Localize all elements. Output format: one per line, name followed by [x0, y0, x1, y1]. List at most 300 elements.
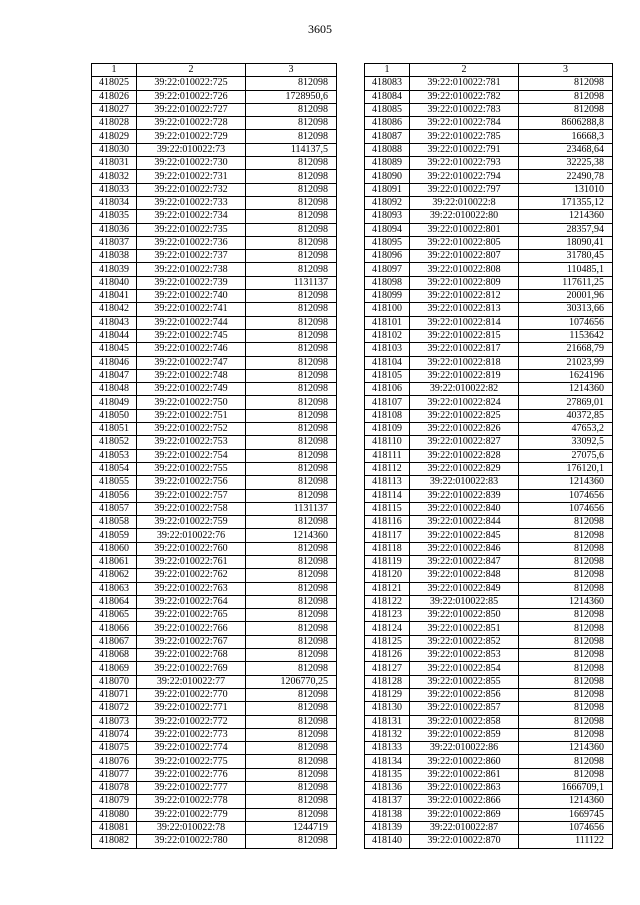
row-number-cell: 418082 [92, 835, 137, 848]
cadastral-number-cell: 39:22:010022:769 [137, 662, 246, 675]
cadastral-number-cell: 39:22:010022:729 [137, 130, 246, 143]
row-number-cell: 418081 [92, 821, 137, 834]
value-cell: 812098 [246, 742, 337, 755]
value-cell: 812098 [246, 170, 337, 183]
cadastral-number-cell: 39:22:010022:757 [137, 489, 246, 502]
table-row [92, 808, 337, 821]
table-row [92, 329, 337, 342]
cadastral-number-cell: 39:22:010022:853 [410, 649, 519, 662]
cadastral-number-cell: 39:22:010022:840 [410, 502, 519, 515]
row-number-cell: 418092 [365, 196, 410, 209]
cadastral-number-cell: 39:22:010022:768 [137, 649, 246, 662]
value-cell: 1214360 [519, 210, 613, 223]
value-cell: 171355,12 [519, 196, 613, 209]
table-row [92, 369, 337, 382]
table-row [92, 356, 337, 369]
table-row [365, 821, 613, 834]
row-number-cell: 418035 [92, 210, 137, 223]
value-cell: 812098 [246, 343, 337, 356]
value-cell: 812098 [246, 542, 337, 555]
cadastral-number-cell: 39:22:010022:733 [137, 196, 246, 209]
row-number-cell: 418075 [92, 742, 137, 755]
cadastral-number-cell: 39:22:010022:77 [137, 675, 246, 688]
table-row [92, 117, 337, 130]
value-cell: 812098 [246, 383, 337, 396]
table-row [365, 462, 613, 475]
cadastral-number-cell: 39:22:010022:727 [137, 103, 246, 116]
row-number-cell: 418027 [92, 103, 137, 116]
table-row [365, 449, 613, 462]
table-row [365, 157, 613, 170]
value-cell: 32225,38 [519, 157, 613, 170]
value-cell: 812098 [519, 609, 613, 622]
table-row [365, 103, 613, 116]
row-number-cell: 418034 [92, 196, 137, 209]
value-cell: 812098 [519, 662, 613, 675]
value-cell: 1214360 [519, 795, 613, 808]
cadastral-number-cell: 39:22:010022:737 [137, 250, 246, 263]
cadastral-number-cell: 39:22:010022:845 [410, 529, 519, 542]
cadastral-number-cell: 39:22:010022:728 [137, 117, 246, 130]
cadastral-number-cell: 39:22:010022:814 [410, 316, 519, 329]
table-row [92, 462, 337, 475]
table-row [92, 196, 337, 209]
value-cell: 812098 [246, 688, 337, 701]
cadastral-number-cell: 39:22:010022:758 [137, 502, 246, 515]
cadastral-number-cell: 39:22:010022:783 [410, 103, 519, 116]
row-number-cell: 418037 [92, 236, 137, 249]
cadastral-number-cell: 39:22:010022:73 [137, 143, 246, 156]
row-number-cell: 418097 [365, 263, 410, 276]
table-row [365, 356, 613, 369]
row-number-cell: 418133 [365, 742, 410, 755]
cadastral-number-cell: 39:22:010022:755 [137, 462, 246, 475]
table-row [365, 117, 613, 130]
cadastral-number-cell: 39:22:010022:752 [137, 423, 246, 436]
value-cell: 812098 [246, 595, 337, 608]
value-cell: 1074656 [519, 489, 613, 502]
table-row [92, 489, 337, 502]
table-row [365, 250, 613, 263]
page-number: 3605 [308, 22, 332, 36]
row-number-cell: 418100 [365, 303, 410, 316]
cadastral-number-cell: 39:22:010022:764 [137, 595, 246, 608]
value-cell: 812098 [519, 768, 613, 781]
value-cell: 812098 [246, 516, 337, 529]
cadastral-number-cell: 39:22:010022:785 [410, 130, 519, 143]
row-number-cell: 418055 [92, 476, 137, 489]
value-cell: 8606288,8 [519, 117, 613, 130]
table-row [92, 250, 337, 263]
value-cell: 1244719 [246, 821, 337, 834]
cadastral-number-cell: 39:22:010022:780 [137, 835, 246, 848]
data-table-right [364, 63, 613, 849]
table-row [365, 649, 613, 662]
table-row [92, 795, 337, 808]
table-row [92, 276, 337, 289]
row-number-cell: 418057 [92, 502, 137, 515]
cadastral-number-cell: 39:22:010022:76 [137, 529, 246, 542]
row-number-cell: 418102 [365, 329, 410, 342]
value-cell: 131010 [519, 183, 613, 196]
cadastral-number-cell: 39:22:010022:734 [137, 210, 246, 223]
cadastral-number-cell: 39:22:010022:828 [410, 449, 519, 462]
row-number-cell: 418078 [92, 782, 137, 795]
column-header: 1 [365, 64, 410, 77]
row-number-cell: 418049 [92, 396, 137, 409]
value-cell: 1074656 [519, 316, 613, 329]
table-body-right [365, 64, 613, 849]
value-cell: 40372,85 [519, 409, 613, 422]
row-number-cell: 418108 [365, 409, 410, 422]
value-cell: 812098 [246, 183, 337, 196]
table-row [365, 662, 613, 675]
value-cell: 1074656 [519, 821, 613, 834]
row-number-cell: 418041 [92, 290, 137, 303]
value-cell: 176120,1 [519, 462, 613, 475]
value-cell: 812098 [246, 356, 337, 369]
table-row [365, 516, 613, 529]
row-number-cell: 418125 [365, 635, 410, 648]
row-number-cell: 418098 [365, 276, 410, 289]
table-row [92, 183, 337, 196]
cadastral-number-cell: 39:22:010022:781 [410, 77, 519, 90]
table-row [92, 688, 337, 701]
cadastral-number-cell: 39:22:010022:747 [137, 356, 246, 369]
cadastral-number-cell: 39:22:010022:748 [137, 369, 246, 382]
cadastral-number-cell: 39:22:010022:759 [137, 516, 246, 529]
row-number-cell: 418104 [365, 356, 410, 369]
table-row [365, 808, 613, 821]
row-number-cell: 418070 [92, 675, 137, 688]
value-cell: 30313,66 [519, 303, 613, 316]
table-row [92, 582, 337, 595]
value-cell: 27869,01 [519, 396, 613, 409]
table-row [365, 369, 613, 382]
row-number-cell: 418073 [92, 715, 137, 728]
table-row [365, 170, 613, 183]
table-row [365, 755, 613, 768]
cadastral-number-cell: 39:22:010022:761 [137, 555, 246, 568]
row-number-cell: 418126 [365, 649, 410, 662]
cadastral-number-cell: 39:22:010022:807 [410, 250, 519, 263]
value-cell: 812098 [246, 236, 337, 249]
row-number-cell: 418053 [92, 449, 137, 462]
value-cell: 812098 [519, 728, 613, 741]
column-header: 1 [92, 64, 137, 77]
cadastral-number-cell: 39:22:010022:83 [410, 476, 519, 489]
table-row [365, 143, 613, 156]
value-cell: 1074656 [519, 502, 613, 515]
value-cell: 1214360 [246, 529, 337, 542]
value-cell: 812098 [519, 516, 613, 529]
row-number-cell: 418062 [92, 569, 137, 582]
table-row [365, 316, 613, 329]
row-number-cell: 418031 [92, 157, 137, 170]
cadastral-number-cell: 39:22:010022:829 [410, 462, 519, 475]
value-cell: 1214360 [519, 595, 613, 608]
cadastral-number-cell: 39:22:010022:754 [137, 449, 246, 462]
table-row [92, 782, 337, 795]
table-row [92, 343, 337, 356]
table-row [365, 502, 613, 515]
table-row [92, 157, 337, 170]
cadastral-number-cell: 39:22:010022:744 [137, 316, 246, 329]
value-cell: 16668,3 [519, 130, 613, 143]
row-number-cell: 418077 [92, 768, 137, 781]
cadastral-number-cell: 39:22:010022:736 [137, 236, 246, 249]
cadastral-number-cell: 39:22:010022:861 [410, 768, 519, 781]
row-number-cell: 418025 [92, 77, 137, 90]
cadastral-number-cell: 39:22:010022:85 [410, 595, 519, 608]
row-number-cell: 418044 [92, 329, 137, 342]
cadastral-number-cell: 39:22:010022:726 [137, 90, 246, 103]
cadastral-number-cell: 39:22:010022:777 [137, 782, 246, 795]
cadastral-number-cell: 39:22:010022:82 [410, 383, 519, 396]
value-cell: 812098 [519, 702, 613, 715]
row-number-cell: 418086 [365, 117, 410, 130]
value-cell: 812098 [246, 423, 337, 436]
row-number-cell: 418110 [365, 436, 410, 449]
cadastral-number-cell: 39:22:010022:765 [137, 609, 246, 622]
row-number-cell: 418033 [92, 183, 137, 196]
table-row [92, 303, 337, 316]
row-number-cell: 418069 [92, 662, 137, 675]
row-number-cell: 418072 [92, 702, 137, 715]
table-row [92, 103, 337, 116]
cadastral-number-cell: 39:22:010022:80 [410, 210, 519, 223]
table-row [92, 675, 337, 688]
row-number-cell: 418089 [365, 157, 410, 170]
value-cell: 47653,2 [519, 423, 613, 436]
row-number-cell: 418063 [92, 582, 137, 595]
value-cell: 812098 [246, 303, 337, 316]
value-cell: 812098 [519, 529, 613, 542]
value-cell: 812098 [246, 768, 337, 781]
table-row [365, 542, 613, 555]
row-number-cell: 418060 [92, 542, 137, 555]
cadastral-number-cell: 39:22:010022:793 [410, 157, 519, 170]
value-cell: 812098 [246, 555, 337, 568]
table-row [365, 383, 613, 396]
row-number-cell: 418064 [92, 595, 137, 608]
table-row [92, 835, 337, 848]
row-number-cell: 418120 [365, 569, 410, 582]
table-row [365, 795, 613, 808]
row-number-cell: 418129 [365, 688, 410, 701]
table-row [365, 409, 613, 422]
table-row [92, 821, 337, 834]
row-number-cell: 418030 [92, 143, 137, 156]
table-row [92, 170, 337, 183]
row-number-cell: 418135 [365, 768, 410, 781]
table-row [365, 835, 613, 848]
value-cell: 812098 [246, 369, 337, 382]
cadastral-number-cell: 39:22:010022:735 [137, 223, 246, 236]
row-number-cell: 418090 [365, 170, 410, 183]
cadastral-number-cell: 39:22:010022:859 [410, 728, 519, 741]
value-cell: 812098 [246, 462, 337, 475]
value-cell: 812098 [246, 290, 337, 303]
row-number-cell: 418134 [365, 755, 410, 768]
row-number-cell: 418115 [365, 502, 410, 515]
table-row [92, 77, 337, 90]
value-cell: 812098 [246, 489, 337, 502]
value-cell: 812098 [519, 582, 613, 595]
cadastral-number-cell: 39:22:010022:774 [137, 742, 246, 755]
row-number-cell: 418131 [365, 715, 410, 728]
cadastral-number-cell: 39:22:010022:772 [137, 715, 246, 728]
row-number-cell: 418124 [365, 622, 410, 635]
row-number-cell: 418051 [92, 423, 137, 436]
value-cell: 812098 [246, 210, 337, 223]
table-row [365, 276, 613, 289]
cadastral-number-cell: 39:22:010022:741 [137, 303, 246, 316]
value-cell: 114137,5 [246, 143, 337, 156]
row-number-cell: 418067 [92, 635, 137, 648]
table-row [365, 715, 613, 728]
table-row [92, 555, 337, 568]
row-number-cell: 418138 [365, 808, 410, 821]
value-cell: 1214360 [519, 476, 613, 489]
row-number-cell: 418074 [92, 728, 137, 741]
row-number-cell: 418046 [92, 356, 137, 369]
value-cell: 812098 [519, 715, 613, 728]
value-cell: 18090,41 [519, 236, 613, 249]
row-number-cell: 418050 [92, 409, 137, 422]
row-number-cell: 418084 [365, 90, 410, 103]
table-row [92, 396, 337, 409]
table-row [365, 688, 613, 701]
row-number-cell: 418032 [92, 170, 137, 183]
column-header: 3 [519, 64, 613, 77]
value-cell: 812098 [519, 103, 613, 116]
value-cell: 812098 [519, 555, 613, 568]
cadastral-number-cell: 39:22:010022:808 [410, 263, 519, 276]
value-cell: 812098 [246, 635, 337, 648]
value-cell: 31780,45 [519, 250, 613, 263]
table-row [92, 609, 337, 622]
table-row [92, 290, 337, 303]
row-number-cell: 418096 [365, 250, 410, 263]
value-cell: 812098 [246, 103, 337, 116]
cadastral-number-cell: 39:22:010022:818 [410, 356, 519, 369]
value-cell: 812098 [246, 436, 337, 449]
value-cell: 1131137 [246, 276, 337, 289]
table-row [92, 516, 337, 529]
row-number-cell: 418128 [365, 675, 410, 688]
cadastral-number-cell: 39:22:010022:850 [410, 609, 519, 622]
table-row [365, 343, 613, 356]
row-number-cell: 418045 [92, 343, 137, 356]
table-row [92, 502, 337, 515]
value-cell: 1206770,25 [246, 675, 337, 688]
value-cell: 812098 [519, 569, 613, 582]
row-number-cell: 418112 [365, 462, 410, 475]
cadastral-number-cell: 39:22:010022:791 [410, 143, 519, 156]
cadastral-number-cell: 39:22:010022:863 [410, 782, 519, 795]
row-number-cell: 418047 [92, 369, 137, 382]
cadastral-number-cell: 39:22:010022:839 [410, 489, 519, 502]
cadastral-number-cell: 39:22:010022:866 [410, 795, 519, 808]
value-cell: 812098 [246, 316, 337, 329]
cadastral-number-cell: 39:22:010022:753 [137, 436, 246, 449]
row-number-cell: 418042 [92, 303, 137, 316]
value-cell: 812098 [246, 808, 337, 821]
cadastral-number-cell: 39:22:010022:825 [410, 409, 519, 422]
cadastral-number-cell: 39:22:010022:805 [410, 236, 519, 249]
row-number-cell: 418113 [365, 476, 410, 489]
table-row [92, 622, 337, 635]
value-cell: 812098 [519, 635, 613, 648]
row-number-cell: 418121 [365, 582, 410, 595]
cadastral-number-cell: 39:22:010022:78 [137, 821, 246, 834]
cadastral-number-cell: 39:22:010022:817 [410, 343, 519, 356]
value-cell: 812098 [519, 675, 613, 688]
row-number-cell: 418038 [92, 250, 137, 263]
cadastral-number-cell: 39:22:010022:763 [137, 582, 246, 595]
table-row [365, 582, 613, 595]
value-cell: 22490,78 [519, 170, 613, 183]
row-number-cell: 418101 [365, 316, 410, 329]
value-cell: 21668,79 [519, 343, 613, 356]
value-cell: 812098 [246, 649, 337, 662]
cadastral-number-cell: 39:22:010022:773 [137, 728, 246, 741]
value-cell: 812098 [519, 649, 613, 662]
table-row [92, 409, 337, 422]
data-table-left [91, 63, 337, 849]
column-header: 2 [137, 64, 246, 77]
value-cell: 812098 [246, 782, 337, 795]
cadastral-number-cell: 39:22:010022:730 [137, 157, 246, 170]
cadastral-number-cell: 39:22:010022:86 [410, 742, 519, 755]
value-cell: 812098 [246, 117, 337, 130]
table-row [365, 396, 613, 409]
cadastral-number-cell: 39:22:010022:844 [410, 516, 519, 529]
table-row [92, 436, 337, 449]
value-cell: 812098 [519, 77, 613, 90]
value-cell: 812098 [246, 476, 337, 489]
table-row [92, 595, 337, 608]
value-cell: 812098 [519, 688, 613, 701]
cadastral-number-cell: 39:22:010022:767 [137, 635, 246, 648]
value-cell: 812098 [246, 77, 337, 90]
table-row [92, 569, 337, 582]
table-row [92, 529, 337, 542]
cadastral-number-cell: 39:22:010022:813 [410, 303, 519, 316]
row-number-cell: 418118 [365, 542, 410, 555]
table-row [365, 555, 613, 568]
value-cell: 812098 [246, 130, 337, 143]
row-number-cell: 418036 [92, 223, 137, 236]
table-row [365, 728, 613, 741]
table-row [365, 635, 613, 648]
cadastral-number-cell: 39:22:010022:819 [410, 369, 519, 382]
value-cell: 1131137 [246, 502, 337, 515]
cadastral-number-cell: 39:22:010022:815 [410, 329, 519, 342]
row-number-cell: 418091 [365, 183, 410, 196]
row-number-cell: 418117 [365, 529, 410, 542]
row-number-cell: 418140 [365, 835, 410, 848]
row-number-cell: 418056 [92, 489, 137, 502]
value-cell: 1214360 [519, 383, 613, 396]
value-cell: 812098 [519, 542, 613, 555]
row-number-cell: 418093 [365, 210, 410, 223]
value-cell: 812098 [246, 157, 337, 170]
cadastral-number-cell: 39:22:010022:851 [410, 622, 519, 635]
table-row [92, 210, 337, 223]
row-number-cell: 418107 [365, 396, 410, 409]
